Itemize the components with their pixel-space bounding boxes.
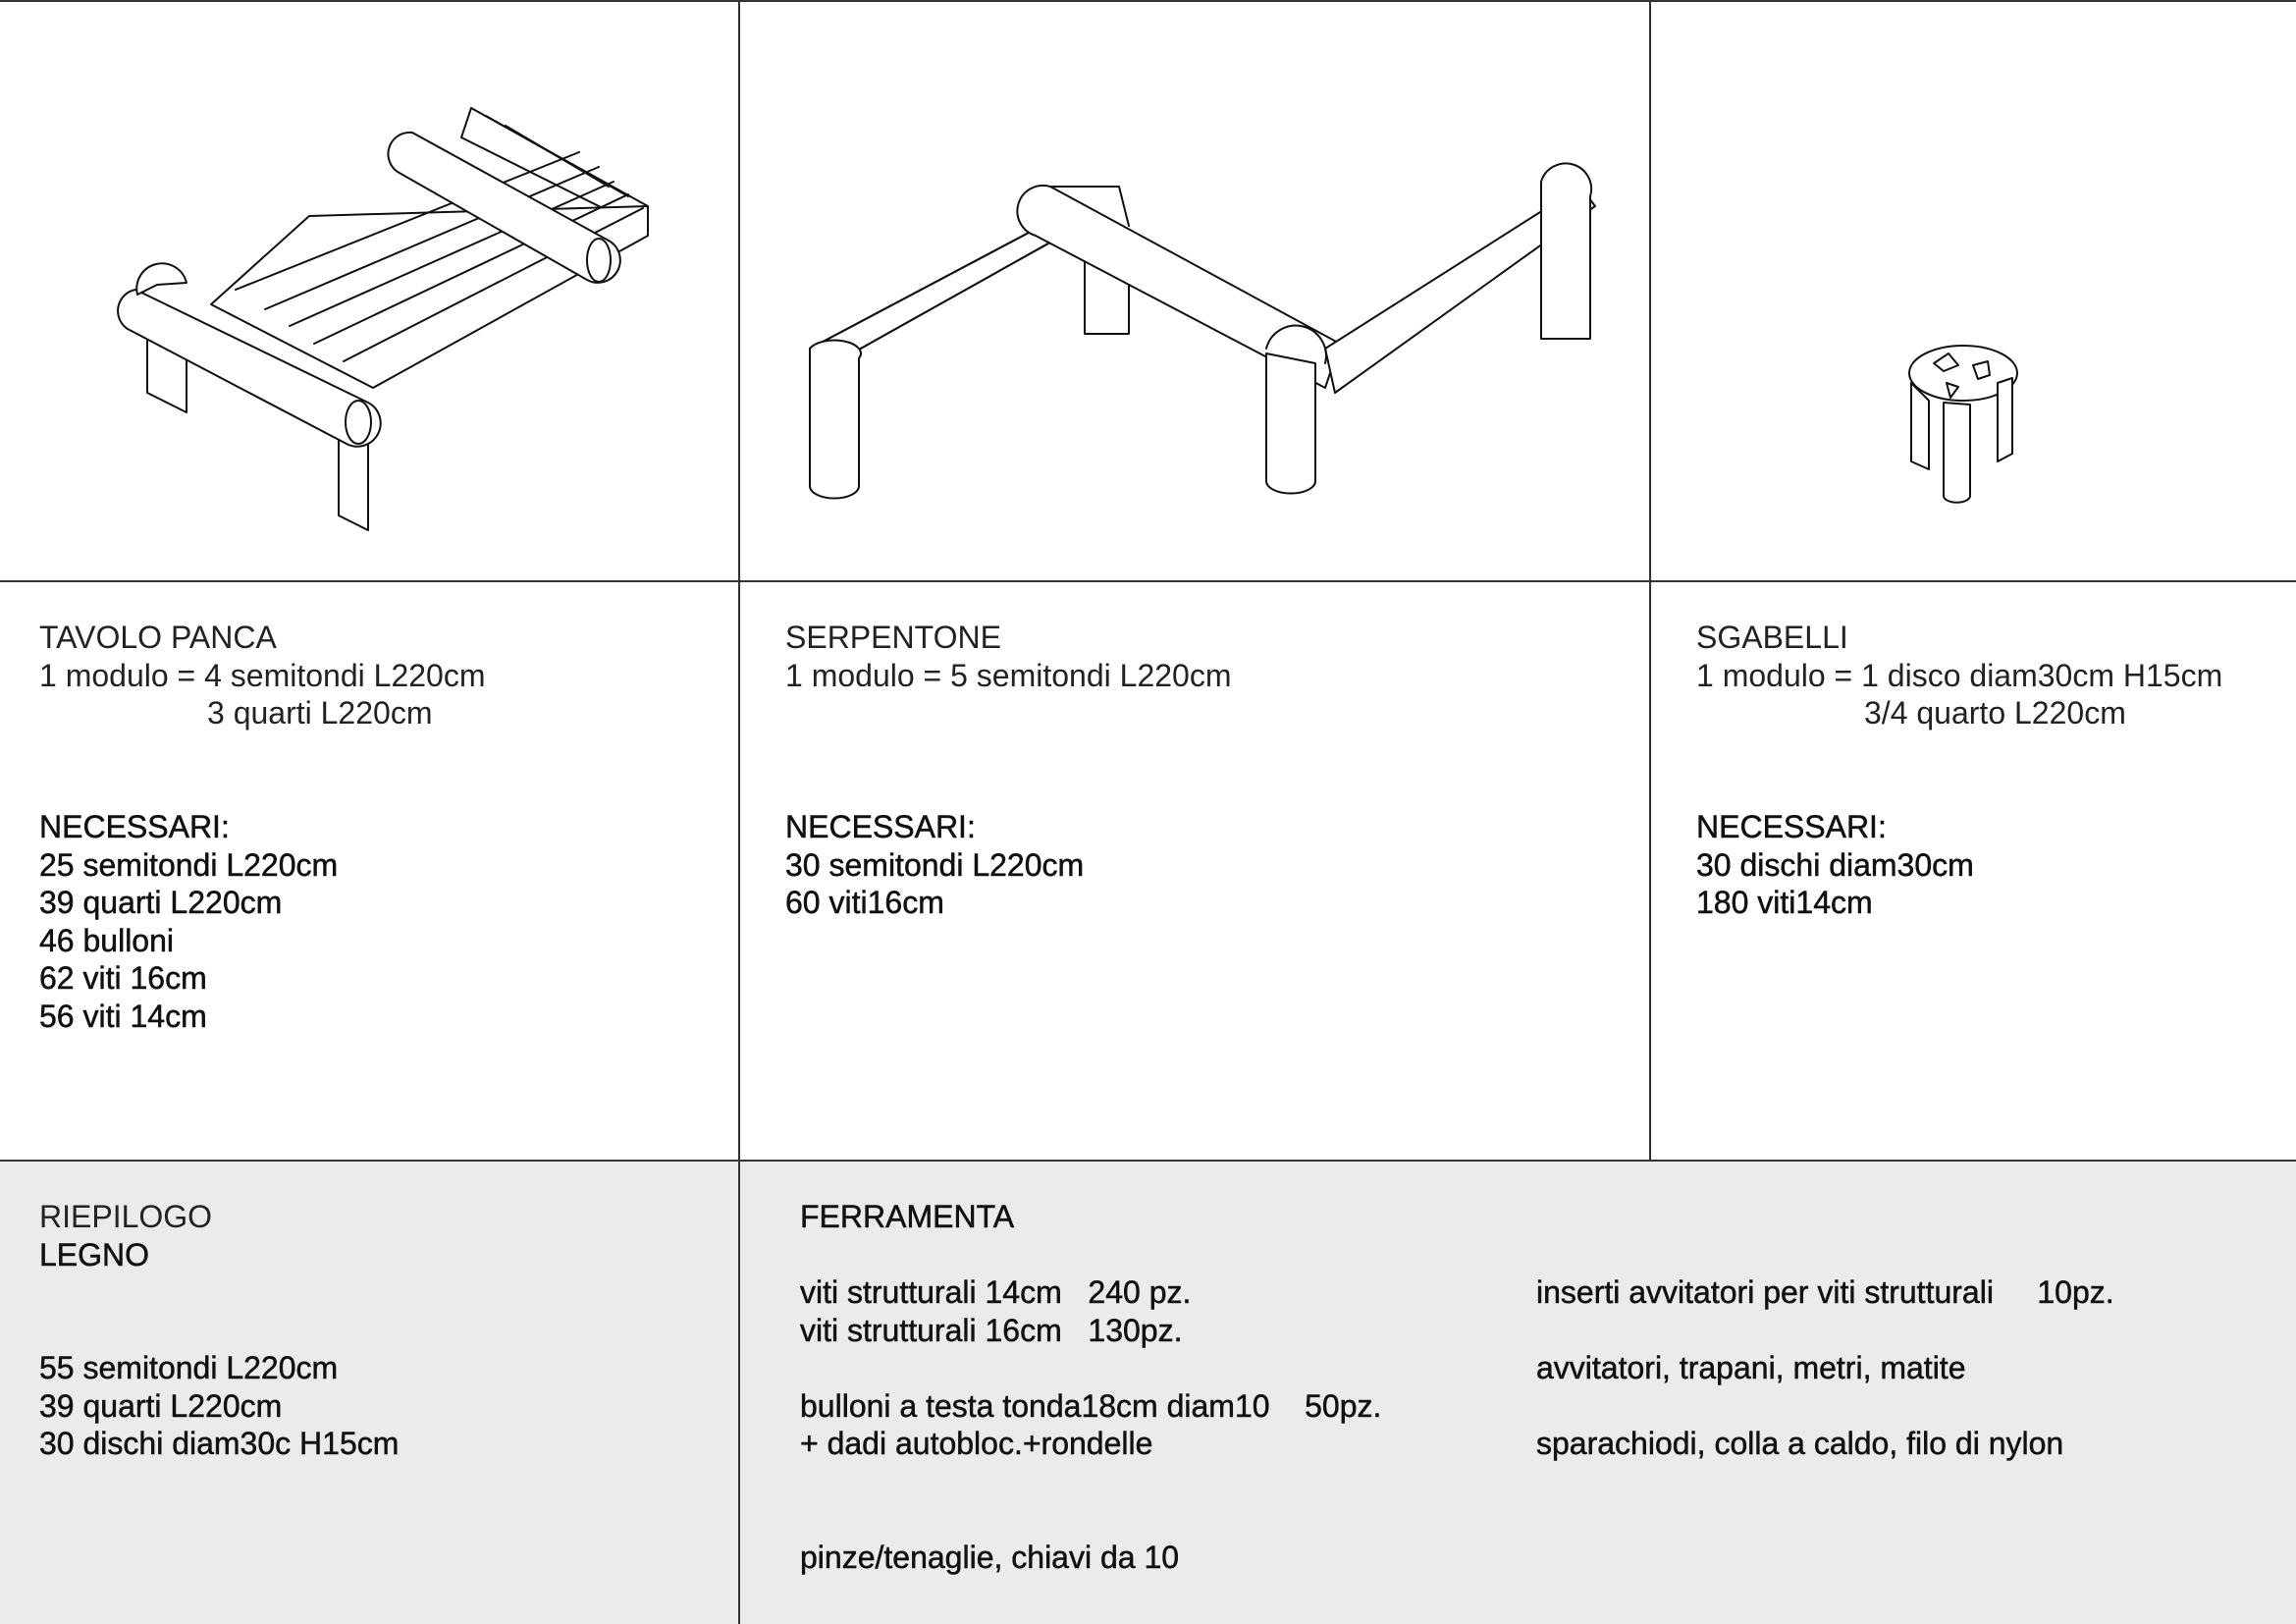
needed-item: 62 viti 16cm	[39, 960, 207, 996]
needed-label: NECESSARI:	[785, 809, 976, 844]
module-composition-line: 1 modulo = 5 semitondi L220cm	[785, 657, 1232, 693]
module-tavolo-panca	[39, 619, 485, 732]
hardware-title: FERRAMENTA	[800, 1199, 1015, 1234]
hardware-left-column	[800, 1273, 1381, 1576]
summary-item: 39 quarti L220cm	[39, 1387, 283, 1424]
hardware-item: viti strutturali 14cm 240 pz.	[800, 1274, 1192, 1310]
divider-vertical-1	[738, 0, 740, 1624]
top-border	[0, 0, 2296, 2]
divider-horizontal-2	[0, 1160, 2296, 1162]
summary-subtitle: LEGNO	[39, 1236, 150, 1272]
module-title: SERPENTONE	[785, 620, 1001, 655]
needed-item: 60 viti16cm	[785, 885, 944, 920]
module-composition-line: 3/4 quarto L220cm	[1864, 695, 2126, 731]
summary-item: 30 dischi diam30c H15cm	[39, 1426, 400, 1461]
needed-item: 39 quarti L220cm	[39, 885, 283, 920]
module-composition-line: 3 quarti L220cm	[207, 695, 433, 731]
divider-vertical-2	[1649, 0, 1651, 1160]
tavolo-panca-drawing	[118, 98, 667, 540]
summary-legno	[39, 1198, 212, 1273]
module-serpentone	[785, 619, 1231, 694]
module-composition-line: 1 modulo = 4 semitondi L220cm	[39, 657, 486, 693]
hardware-item: avvitatori, trapani, metri, matite	[1536, 1350, 1966, 1385]
sgabello-drawing	[1899, 344, 2027, 511]
needed-sgabelli	[1696, 808, 1974, 922]
needed-tavolo-panca	[39, 808, 338, 1035]
needed-item: 25 semitondi L220cm	[39, 846, 339, 883]
module-composition-line: 1 modulo = 1 disco diam30cm H15cm	[1696, 657, 2223, 693]
needed-item: 30 dischi diam30cm	[1696, 846, 1974, 883]
module-title: SGABELLI	[1696, 620, 1848, 655]
hardware-right-column	[1536, 1273, 2114, 1463]
needed-item: 30 semitondi L220cm	[785, 846, 1085, 883]
needed-serpentone	[785, 808, 1084, 922]
summary-label: RIEPILOGO	[39, 1199, 213, 1234]
hardware-title-block	[800, 1198, 1014, 1236]
needed-item: 46 bulloni	[39, 922, 174, 958]
needed-item: 56 viti 14cm	[39, 998, 207, 1034]
module-title: TAVOLO PANCA	[39, 620, 277, 655]
summary-item: 55 semitondi L220cm	[39, 1350, 339, 1385]
needed-item: 180 viti14cm	[1696, 885, 1873, 920]
needed-label: NECESSARI:	[1696, 809, 1887, 844]
hardware-item: + dadi autobloc.+rondelle	[800, 1426, 1153, 1461]
summary-items	[39, 1349, 399, 1463]
hardware-item: bulloni a testa tonda18cm diam10 50pz.	[800, 1387, 1382, 1424]
needed-label: NECESSARI:	[39, 809, 230, 844]
hardware-item: pinze/tenaglie, chiavi da 10	[800, 1539, 1180, 1575]
hardware-item: viti strutturali 16cm 130pz.	[800, 1312, 1183, 1348]
serpentone-drawing	[795, 167, 1610, 511]
module-sgabelli	[1696, 619, 2222, 732]
divider-horizontal-1	[0, 580, 2296, 582]
hardware-item: sparachiodi, colla a caldo, filo di nylon	[1536, 1426, 2064, 1461]
hardware-item: inserti avvitatori per viti strutturali 10pz.	[1536, 1274, 2114, 1310]
